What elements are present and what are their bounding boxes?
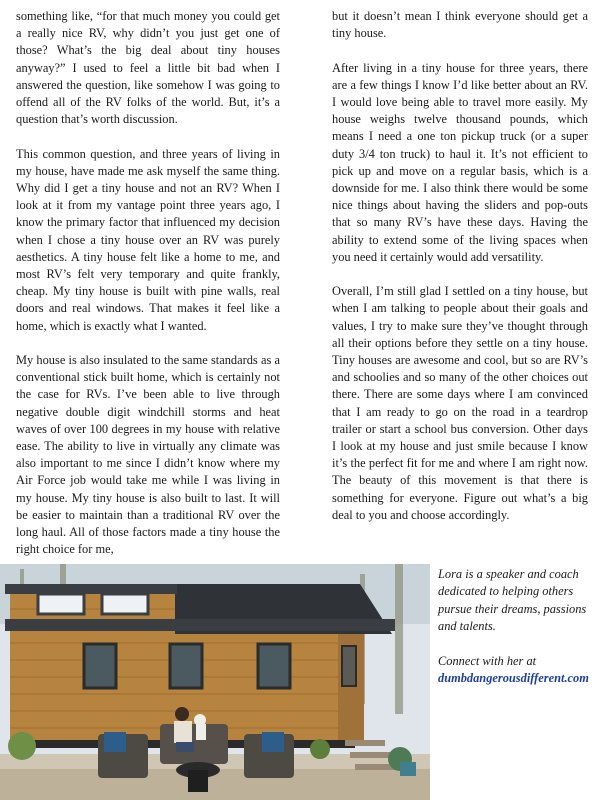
right-column <box>332 8 588 541</box>
tiny-house-photo <box>0 564 430 800</box>
right-paragraph-1: but it doesn’t mean I think everyone should get a tiny house. <box>332 9 588 41</box>
tiny-house-illustration <box>0 564 430 800</box>
left-column <box>16 8 280 576</box>
left-paragraph-2: This common question, and three years of living in my house, have made me ask myself the same thing. Why did I get a tiny house and not an RV? When I look at it from my vantage point three years ago, I know the primary factor that influenced my decision when I chose a tiny house over an RV was purely aesthetics. A tiny house felt like a home to me, and most RV’s felt very temporary and quite frankly, cheap. My tiny house is built with pine walls, real doors and real windows. That makes it feel like a home, which is exactly what I wanted. <box>16 146 280 333</box>
left-paragraph-1: something like, “for that much money you could get a really nice RV, why didn’t you just get one of those? What’s the big deal about tiny houses anyway?” I used to feel a little bit bad when I answered the question, like somehow I was going to offend all of the RV folks of the world. But, it’s a question that’s worth discussion. <box>16 9 280 127</box>
left-paragraph-3: My house is also insulated to the same standards as a conventional stick built home, which is certainly not the case for RVs. I’ve been able to live through negative double digit windchill storms and heat waves of over 100 degrees in my house with relative ease. The ability to live in virtually any climate was also important to me since I didn’t know where my Air Force job would take me while I was living in my house. My tiny house is also built to last. It will be easier to maintain than a traditional RV over the long haul. All of those factors made a tiny house the right choice for me, <box>16 353 280 557</box>
right-paragraph-2: After living in a tiny house for three years, there are a few things I know I’d like better about an RV. I would love being able to travel more easily. My house weighs twelve thousand pounds, which means I need a one ton pickup truck (or a super duty 3/4 ton truck) to haul it. It’s not efficient to pick up and move on a regular basis, which is a downside for me. I also think there would be some nice things about having the sliders and pop-outs that so many RV’s have these days. Having the ability to extend some of the living spaces when you need it certainly would add versatility. <box>332 60 588 264</box>
bio-connect <box>438 653 594 688</box>
right-paragraph-3: Overall, I’m still glad I settled on a tiny house, but when I am talking to people about their goals and values, I try to make sure they’ve thought through all their options before they settle on a tiny house. Tiny houses are awesome and cool, but so are RV’s and schoolies and so many of the other choices out there. There are some days where I am convinced that I am ready to go on the road in a teardrop trailer or start a school bus conversion. Other days I look at my house and just smile because I know it’s the perfect fit for me and where I am right now. The beauty of this movement is that there is something for everyone. Figure out what’s a big deal to you and choose accordingly. <box>332 284 588 522</box>
author-bio <box>438 566 594 705</box>
website-link[interactable]: dumbdangerousdifferent.com <box>438 671 589 686</box>
connect-label: Connect with her at <box>438 654 537 669</box>
bio-text: Lora is a speaker and coach dedicated to helping others pursue their dreams, passions and talents. <box>438 567 587 634</box>
